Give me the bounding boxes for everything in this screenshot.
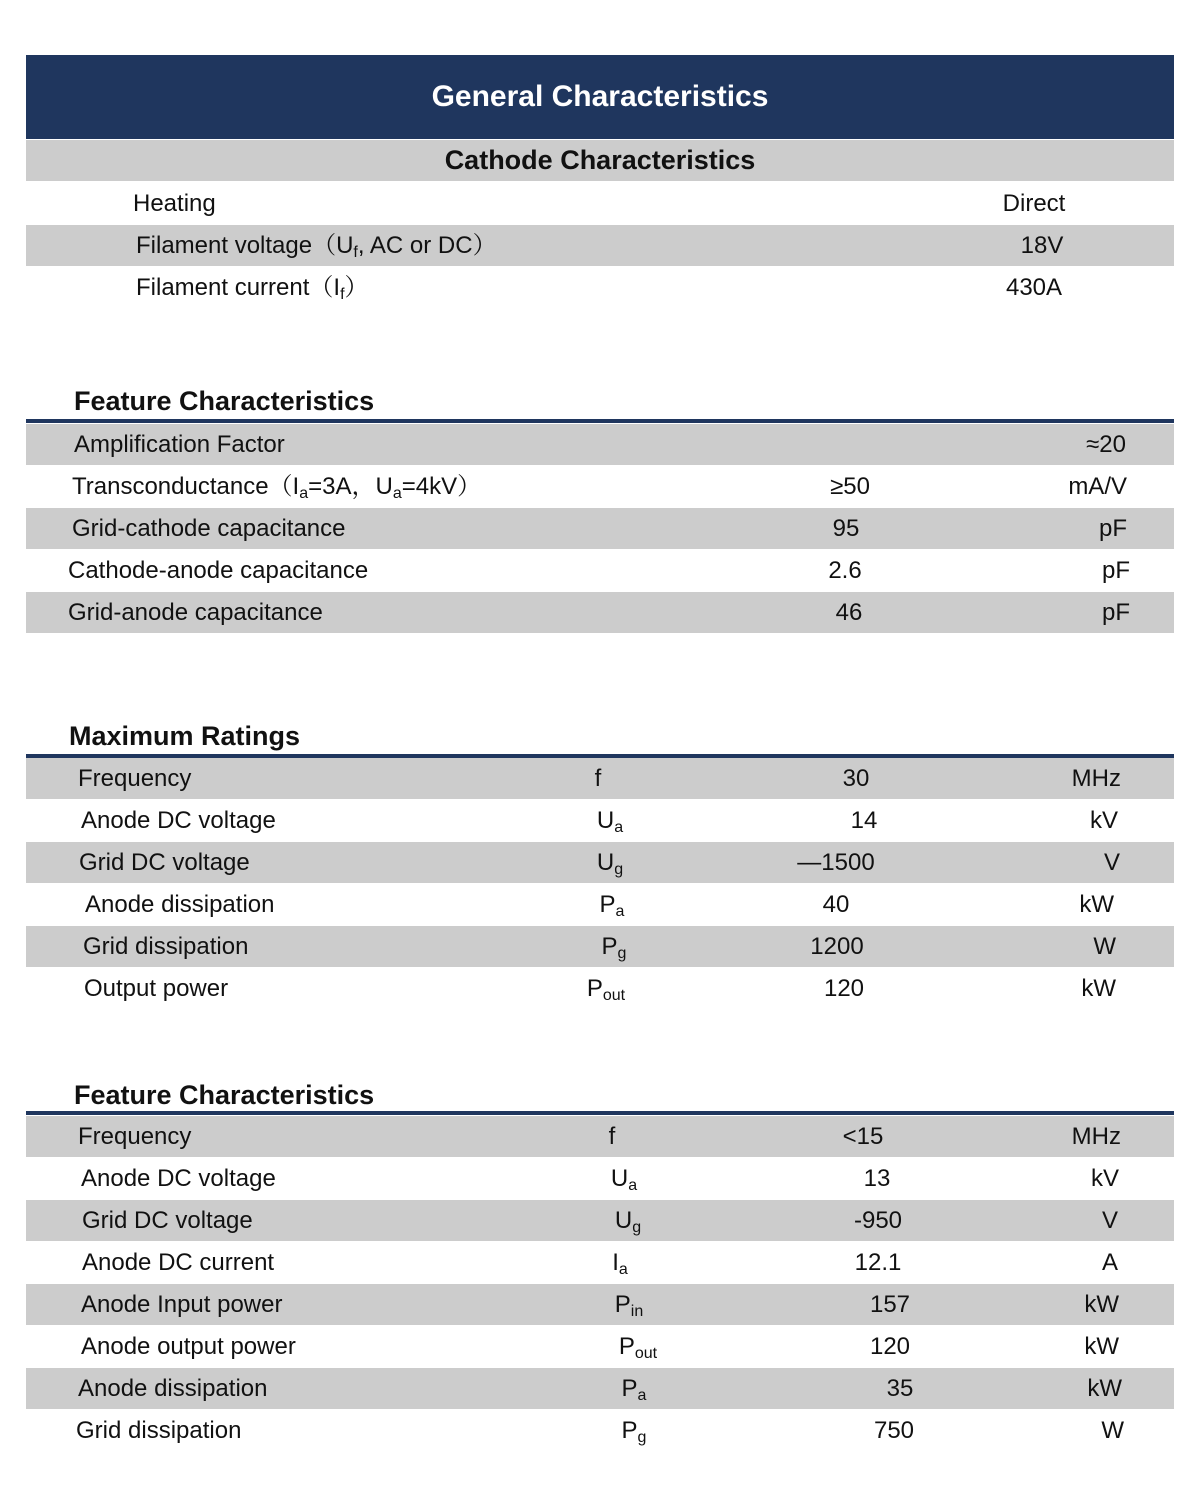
general-characteristics-header [26, 55, 1174, 139]
table-row [26, 1368, 1174, 1409]
row-value: 1200 [810, 933, 864, 960]
row-label: Anode output power [81, 1333, 296, 1360]
row-label: Cathode-anode capacitance [68, 557, 369, 584]
row-label: Grid dissipation [83, 933, 249, 960]
table-row [26, 466, 1174, 507]
row-unit: kW [1084, 1333, 1119, 1360]
table-row [26, 1326, 1174, 1367]
row-value: 120 [869, 1333, 911, 1360]
row-symbol: $I_a$ [612, 1249, 628, 1278]
row-value: 750 [873, 1417, 915, 1444]
row-unit: kW [1087, 1375, 1122, 1402]
row-unit: pF [1101, 557, 1130, 584]
row-value: 2.6 [828, 557, 862, 584]
table-row [26, 267, 1174, 308]
table-row [26, 800, 1174, 841]
row-label: Grid-anode capacitance [68, 599, 323, 626]
row-value: -950 [853, 1207, 903, 1234]
table-row [26, 758, 1174, 799]
row-label: $Transconductance(I_a=3A$，$U_a=4kV$） [72, 473, 482, 502]
table-row [26, 1242, 1174, 1283]
row-unit: A [1101, 1249, 1118, 1276]
table-row [26, 550, 1174, 591]
row-label: Anode DC voltage [81, 807, 276, 834]
row-symbol: $U_g$ [614, 1207, 642, 1236]
row-label: Filament $current(I_f)$ [136, 274, 369, 303]
row-label: Frequency [78, 765, 192, 792]
row-value: 95 [832, 515, 860, 542]
row-symbol: $U_a$ [610, 1165, 638, 1194]
cathode-characteristics-header [26, 140, 1174, 181]
row-value: 35 [886, 1375, 914, 1402]
row-unit: pF [1101, 599, 1130, 626]
general-title: General Characteristics [431, 80, 769, 113]
table-row [26, 1116, 1174, 1157]
row-symbol: $P_{out}$ [586, 975, 626, 1004]
row-label: Anode DC voltage [81, 1165, 276, 1192]
table-row [26, 842, 1174, 883]
row-label: Frequency [78, 1123, 192, 1150]
row-label: Grid-cathode capacitance [72, 515, 346, 542]
row-label: Output power [84, 975, 229, 1002]
row-unit: pF [1098, 515, 1127, 542]
row-symbol: $P_g$ [601, 933, 627, 962]
row-unit: W [1101, 1417, 1124, 1444]
row-value: 30 [842, 765, 870, 792]
row-symbol: $P_a$ [621, 1375, 647, 1404]
row-label: Anode dissipation [78, 1375, 268, 1402]
section-rule [26, 419, 1174, 423]
row-label: Anode DC current [82, 1249, 275, 1276]
row-label: Grid DC voltage [82, 1207, 253, 1234]
row-value: 40 [822, 891, 850, 918]
row-symbol: $U_a$ [596, 807, 624, 836]
row-label: Amplification Factor [74, 431, 285, 458]
table-row [26, 926, 1174, 967]
row-value: 18V [1020, 232, 1064, 259]
table-row [26, 424, 1174, 465]
row-unit: kW [1079, 891, 1114, 918]
row-symbol: $P_{in}$ [614, 1291, 644, 1320]
row-label: Anode Input power [81, 1291, 283, 1318]
row-unit: MHz [1071, 1123, 1121, 1150]
row-value: —1500 [797, 849, 875, 876]
row-symbol: $P_a$ [599, 891, 625, 920]
row-value: <15 [842, 1123, 884, 1150]
table-row [26, 225, 1174, 266]
row-symbol: $U_g$ [596, 849, 624, 878]
row-unit: kV [1090, 1165, 1119, 1192]
section-rule [26, 1111, 1174, 1115]
table-row [26, 1158, 1174, 1199]
row-value: Direct [1002, 190, 1066, 217]
row-value: ≥50 [830, 473, 870, 500]
table-row [26, 1410, 1174, 1451]
row-unit: W [1093, 933, 1116, 960]
row-unit: kV [1089, 807, 1118, 834]
row-unit: V [1103, 849, 1120, 876]
row-value: 430A [1005, 274, 1063, 301]
table-row [26, 1284, 1174, 1325]
row-unit: kW [1081, 975, 1116, 1002]
table-row [26, 183, 1174, 224]
row-label: Filament $voltage(U_f$, AC or DC） [136, 232, 497, 261]
row-symbol: f [594, 765, 602, 792]
row-label: Grid dissipation [76, 1417, 242, 1444]
table-row [26, 884, 1174, 925]
row-value: 13 [863, 1165, 891, 1192]
row-label: Grid DC voltage [79, 849, 250, 876]
row-unit: kW [1084, 1291, 1119, 1318]
row-symbol: $P_g$ [621, 1417, 647, 1446]
row-value: 12.1 [854, 1249, 902, 1276]
row-value: 120 [823, 975, 865, 1002]
table-row [26, 968, 1174, 1009]
row-unit: ≈20 [1086, 431, 1126, 458]
row-label: Anode dissipation [85, 891, 275, 918]
row-value: 157 [869, 1291, 911, 1318]
table-row [26, 508, 1174, 549]
table-row [26, 1200, 1174, 1241]
table-row [26, 592, 1174, 633]
row-symbol: f [608, 1123, 616, 1150]
row-label: Heating [133, 190, 216, 217]
row-value: 46 [835, 599, 863, 626]
row-unit: V [1101, 1207, 1118, 1234]
cathode-subtitle: Cathode Characteristics [444, 145, 756, 175]
row-value: 14 [850, 807, 878, 834]
row-unit: mA/V [1068, 473, 1127, 500]
row-unit: MHz [1071, 765, 1121, 792]
row-symbol: $P_{out}$ [618, 1333, 658, 1362]
